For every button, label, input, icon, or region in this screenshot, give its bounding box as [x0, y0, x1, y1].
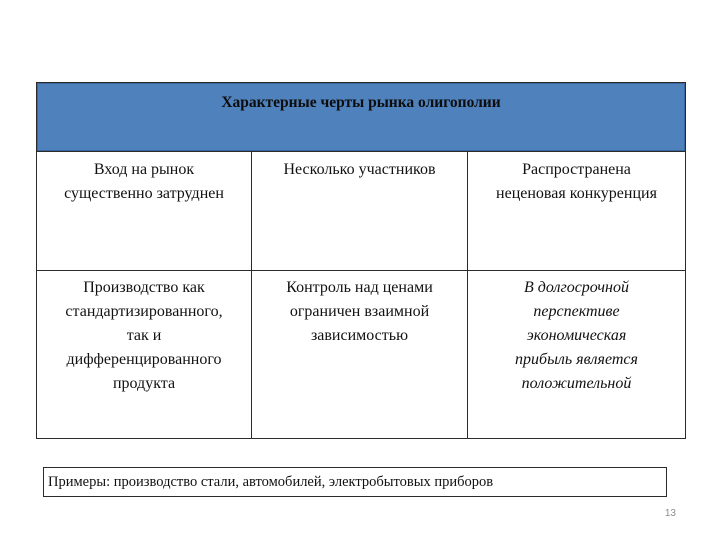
table-row	[37, 152, 685, 271]
table-cell-non-price-competition: Распространена неценовая конкуренция	[496, 161, 657, 202]
table-title: Характерные черты рынка олигополии	[221, 94, 501, 111]
page-number: 13	[664, 508, 676, 519]
examples-box: Примеры: производство стали, автомобилей, электробытовых приборов	[43, 467, 667, 497]
oligopoly-features-table	[36, 82, 686, 439]
table-cell-entry-barriers: Вход на рынок существенно затруднен	[37, 152, 252, 270]
table-row	[37, 271, 685, 438]
table-cell-long-run-profit: В долгосрочной перспективе экономическая прибыль является положительной	[515, 279, 638, 392]
table-cell-price-control: Контроль над ценами ограничен взаимной зависимостью	[252, 271, 468, 438]
table-cell-product-type: Производство как стандартизированного, так и дифференцированного продукта	[37, 271, 252, 438]
table-cell-few-participants: Несколько участников	[252, 152, 468, 270]
table-header	[37, 83, 685, 152]
